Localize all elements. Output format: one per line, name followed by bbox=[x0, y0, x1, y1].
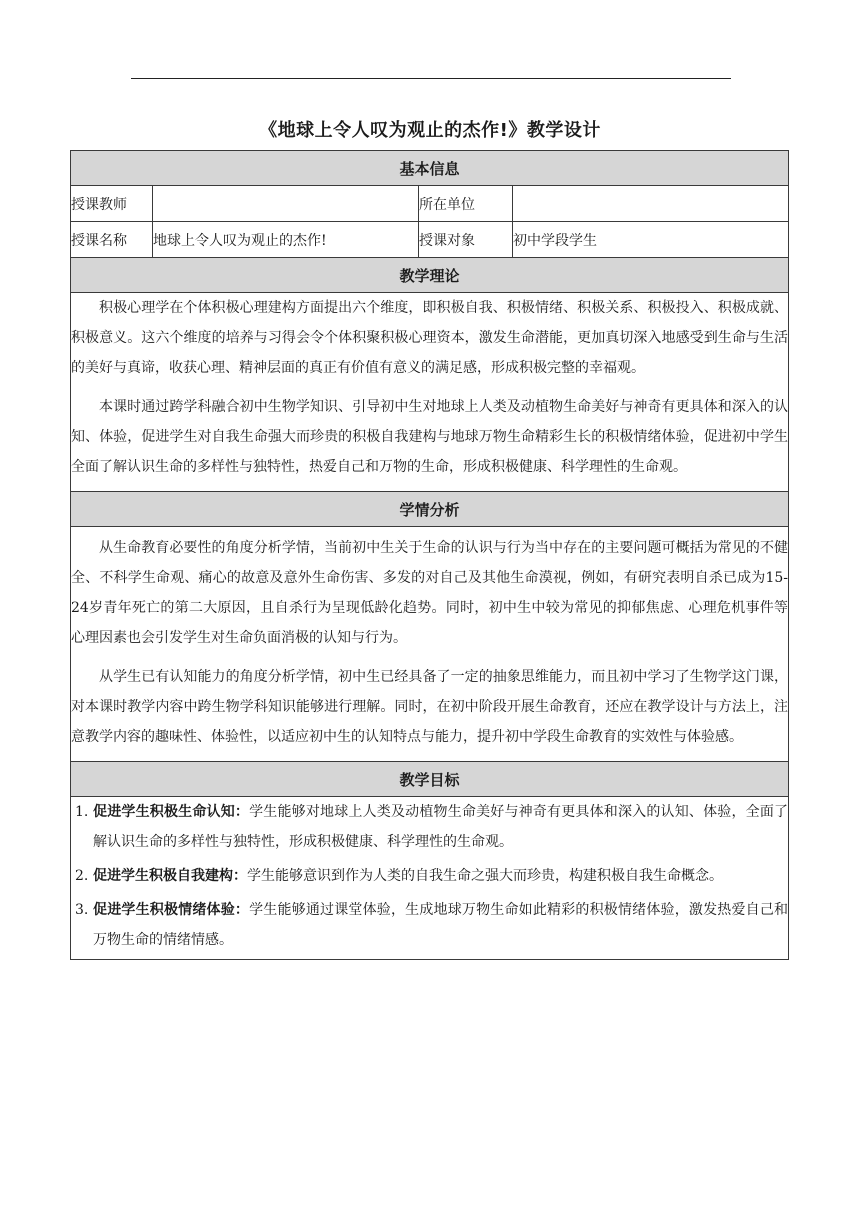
audience-label: 授课对象 bbox=[419, 222, 513, 258]
analysis-content-row bbox=[71, 527, 789, 762]
goal-number: 3. bbox=[75, 902, 89, 918]
theory-content bbox=[71, 293, 789, 492]
analysis-paragraph: 从学生已有认知能力的角度分析学情，初中生已经具备了一定的抽象思维能力，而且初中学习了生物学这门课，对本课时教学内容中跨生物学科知识能够进行理解。同时，在初中阶段开展生命教育，还应在教学设计与方法上，注意教学内容的趣味性、体验性，以适应初中生的认知特点与能力，提升初中学段生命教育的实效性与体验感。 bbox=[71, 669, 789, 745]
document-title: 《地球上令人叹为观止的杰作!》教学设计 bbox=[259, 120, 601, 141]
info-row-course bbox=[71, 222, 789, 258]
lesson-plan-table bbox=[70, 150, 789, 960]
analysis-content bbox=[71, 527, 789, 762]
analysis-header-row bbox=[71, 492, 789, 527]
unit-value bbox=[513, 186, 789, 222]
teacher-value bbox=[153, 186, 419, 222]
goal-title: 促进学生积极生命认知： bbox=[93, 804, 250, 820]
theory-paragraph: 积极心理学在个体积极心理建构方面提出六个维度，即积极自我、积极情绪、积极关系、积极投入、积极成就、积极意义。这六个维度的培养与习得会令个体积聚积极心理资本，激发生命潜能，更加真切深入地感受到生命与生活的美好与真谛，收获心理、精神层面的真正有价值有意义的满足感，形成积极完整的幸福观。 bbox=[71, 300, 789, 376]
goals-header: 教学目标 bbox=[71, 762, 789, 797]
unit-label: 所在单位 bbox=[419, 186, 513, 222]
header-rule bbox=[131, 78, 731, 79]
teacher-label: 授课教师 bbox=[71, 186, 153, 222]
audience-value: 初中学段学生 bbox=[513, 222, 789, 258]
goal-text: 学生能够意识到作为人类的自我生命之强大而珍贵，构建积极自我生命概念。 bbox=[247, 868, 723, 884]
goal-title: 促进学生积极自我建构： bbox=[93, 868, 247, 884]
theory-paragraph: 本课时通过跨学科融合初中生物学知识、引导初中生对地球上人类及动植物生命美好与神奇有更具体和深入的认知、体验，促进学生对自我生命强大而珍贵的积极自我建构与地球万物生命精彩生长的积极情绪体验，促进初中学生全面了解认识生命的多样性与独特性，热爱自己和万物的生命，形成积极健康、科学理性的生命观。 bbox=[71, 399, 789, 475]
goals-content-row bbox=[71, 797, 789, 960]
goals-content bbox=[71, 797, 789, 960]
analysis-paragraph: 从生命教育必要性的角度分析学情，当前初中生关于生命的认识与行为当中存在的主要问题可概括为常见的不健全、不科学生命观、痛心的故意及意外生命伤害、多发的对自己及其他生命漠视，例如，有研究表明自杀已成为15-24岁青年死亡的第二大原因，且自杀行为呈现低龄化趋势。同时，初中生中较为常见的抑郁焦虑、心理危机事件等心理因素也会引发学生对生命负面消极的认知与行为。 bbox=[71, 540, 789, 646]
goal-number: 1. bbox=[75, 804, 89, 820]
basic-info-header: 基本信息 bbox=[71, 151, 789, 186]
theory-header: 教学理论 bbox=[71, 258, 789, 293]
goal-text: 学生能够通过课堂体验，生成地球万物生命如此精彩的积极情绪体验，激发热爱自己和万物生命的情绪情感。 bbox=[93, 902, 789, 948]
goal-item bbox=[71, 861, 788, 891]
basic-info-header-row bbox=[71, 151, 789, 186]
goal-title: 促进学生积极情绪体验： bbox=[93, 902, 250, 918]
goal-item bbox=[71, 895, 788, 955]
info-row-teacher bbox=[71, 186, 789, 222]
course-label: 授课名称 bbox=[71, 222, 153, 258]
analysis-header: 学情分析 bbox=[71, 492, 789, 527]
goal-number: 2. bbox=[75, 868, 89, 884]
theory-content-row bbox=[71, 293, 789, 492]
goal-item bbox=[71, 797, 788, 857]
goal-text: 学生能够对地球上人类及动植物生命美好与神奇有更具体和深入的认知、体验，全面了解认识生命的多样性与独特性，形成积极健康、科学理性的生命观。 bbox=[93, 804, 789, 850]
theory-header-row bbox=[71, 258, 789, 293]
course-value: 地球上令人叹为观止的杰作! bbox=[153, 222, 419, 258]
goals-header-row bbox=[71, 762, 789, 797]
